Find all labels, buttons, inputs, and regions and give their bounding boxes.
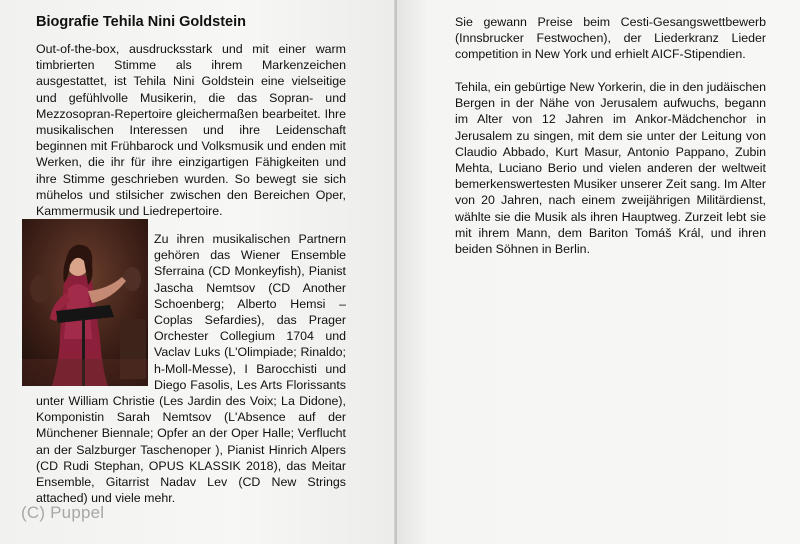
- singer-performance-photo: [22, 219, 148, 386]
- background-paragraph: Tehila, ein gebürtige New Yorkerin, die in den judäischen Bergen in der Nähe von Jerusalem aufwuchs, begann im Alter von 12 Jahren im Ankor-Mädchenchor in Jerusalem zu singen, mit dem sie unter der Leitung von Claudio Abbado, Kurt Masur, Antonio Pappano, Zubin Mehta, Luciano Berio und vielen anderen der weltweit bemerkenswertesten Musiker unserer Zeit sang. Im Alter von 20 Jahren, nach einem zweijährigen Militärdienst, wählte sie die Musik als ihren Hauptweg. Zurzeit lebt sie mit ihrem Mann, dem Bariton Tomáš Král, und ihren beiden Söhnen in Berlin.: [455, 80, 766, 257]
- biography-heading: Biografie Tehila Nini Goldstein: [36, 14, 247, 30]
- partners-paragraph-block: [36, 231, 346, 506]
- left-page: [0, 0, 396, 544]
- biography-intro-paragraph: Out-of-the-box, ausdrucksstark und mit einer warm timbrierten Stimme als ihrem Markenzeichen ausgestattet, ist Tehila Nini Goldstein eine vielseitige und gefühlvolle Musikerin, die das Sopran- und Mezzosopran-Repertoire gleichermaßen bearbeitet. Ihre musikalischen Interessen und ihre Leidenschaft beginnen mit Frühbarock und Volksmusik und enden mit Werken, die ihr für ihre einzigartigen Fähigkeiten und ihre Stimme geschrieben wurden. So bewegt sie sich mühelos und stilsicher zwischen den Bereichen Oper, Kammermusik und Liedrepertoire.: [36, 42, 346, 219]
- awards-paragraph: Sie gewann Preise beim Cesti-Gesangswettbewerb (Innsbrucker Festwochen), der Liederkranz Lieder competition in New York und erhielt AICF-Stipendien.: [455, 15, 766, 62]
- copyright-watermark: (C) Puppel: [21, 503, 105, 522]
- partners-paragraph: Zu ihren musikalischen Partnern gehören das Wiener Ensemble Sferraina (CD Monkeyfish), Pianist Jascha Nemtsov (CD Another Schoenberg; Alberto Hemsi – Coplas Sefardies), das Prager Orchester Collegium 1704 und Vaclav Luks (L'Olimpiade; Rinaldo; h-Moll-Messe), I Barocchisti und Diego Fasolis, Les Arts Florissants unter William Christie (Les Jardin des Voix; La Didone), Komponistin Sarah Nemtsov (L'Absence auf der Münchener Biennale; Opfer an der Oper Halle; Verflucht an der Salzburger Taschenoper ), Pianist Hinrich Alpers (CD Rudi Stephan, OPUS KLASSIK 2018), das Meitar Ensemble, Gitarrist Nadav Lev (CD New Strings attached) und viele mehr.: [36, 232, 346, 506]
